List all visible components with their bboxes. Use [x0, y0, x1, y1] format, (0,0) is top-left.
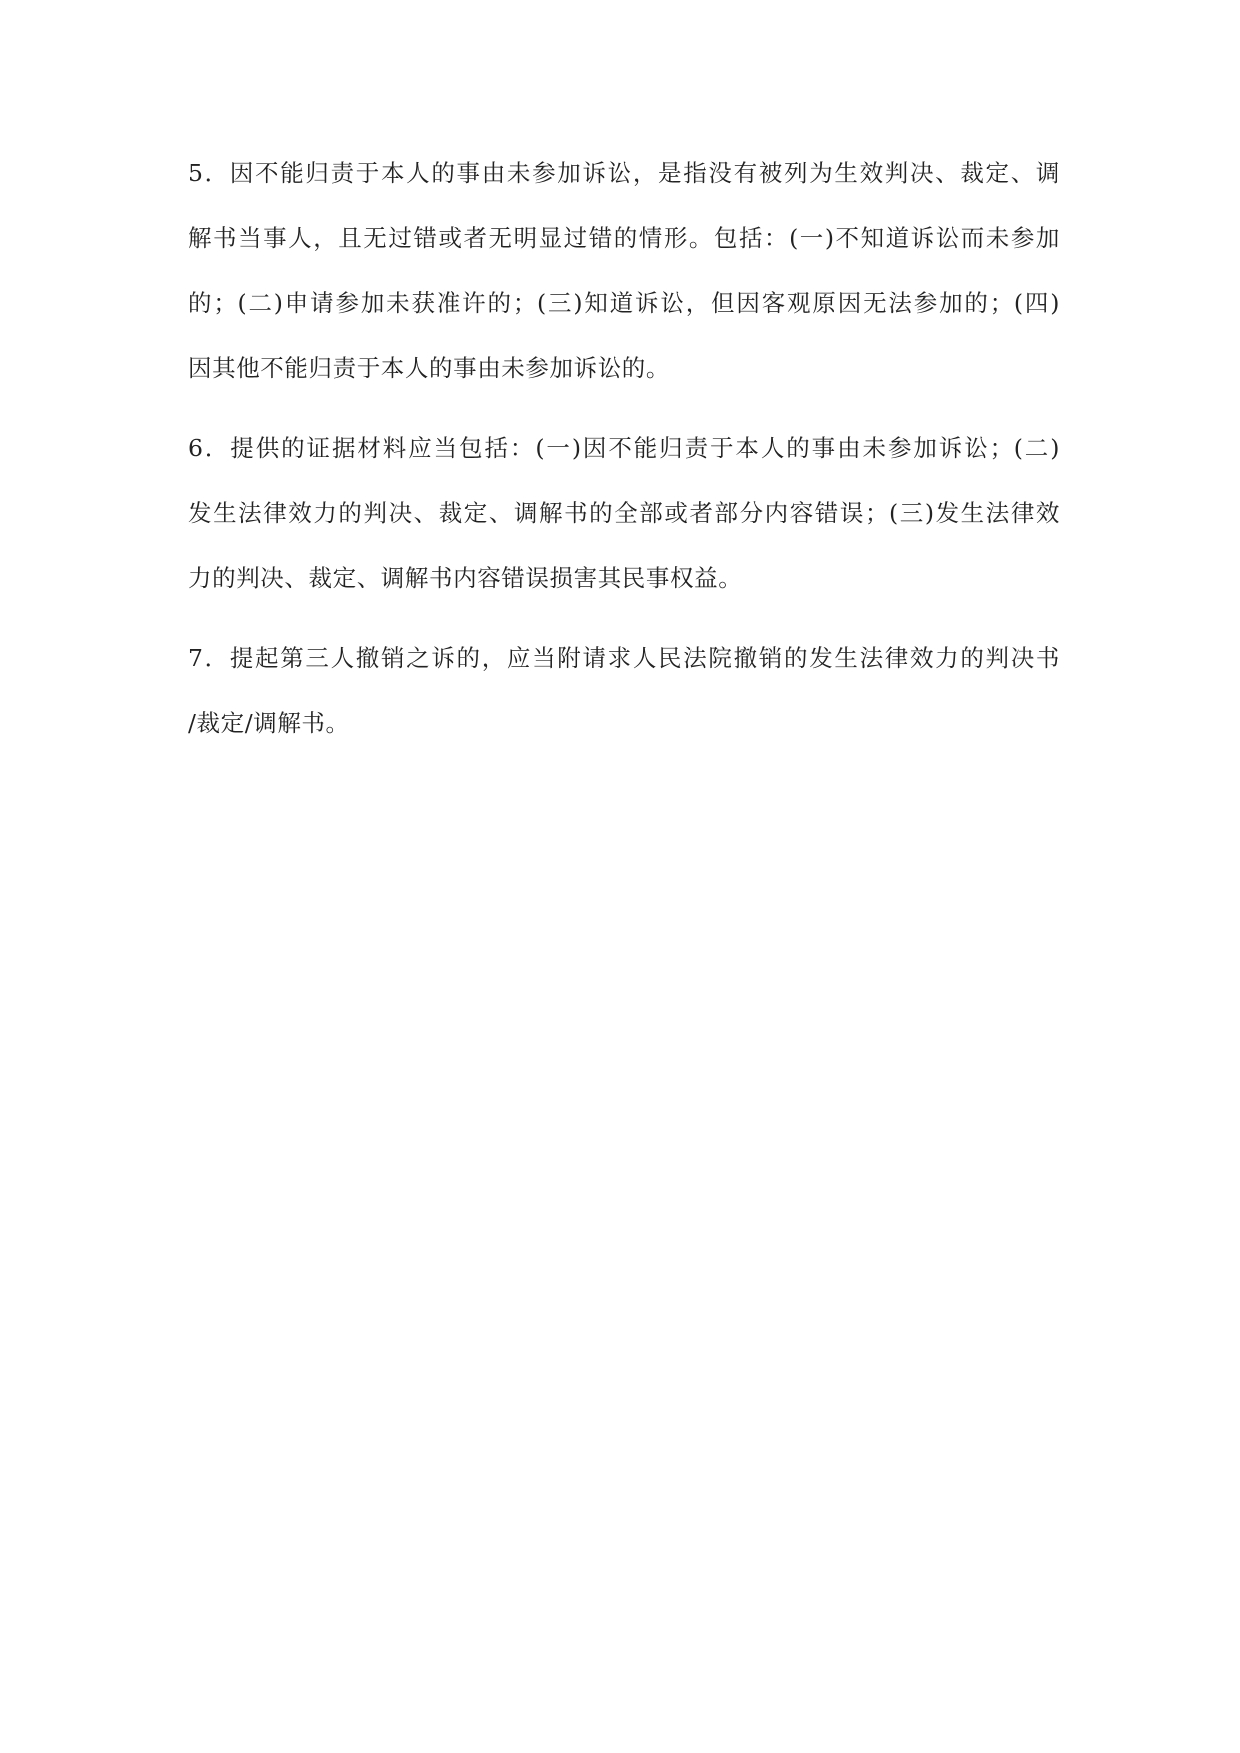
document-body [188, 158, 1060, 738]
text-line: 6．提供的证据材料应当包括：(一)因不能归责于本人的事由未参加诉讼；(二) [188, 434, 1060, 462]
paragraph-item-5 [188, 158, 1060, 383]
text-line: 5．因不能归责于本人的事由未参加诉讼，是指没有被列为生效判决、裁定、调 [188, 159, 1060, 187]
text-line: 解书当事人，且无过错或者无明显过错的情形。包括：(一)不知道诉讼而未参加 [188, 224, 1060, 252]
text-line: 因其他不能归责于本人的事由未参加诉讼的。 [188, 354, 670, 382]
text-line: 的；(二)申请参加未获准许的；(三)知道诉讼，但因客观原因无法参加的；(四) [188, 289, 1060, 317]
text-line: 7．提起第三人撤销之诉的，应当附请求人民法院撤销的发生法律效力的判决书 [188, 644, 1060, 672]
text-line: 力的判决、裁定、调解书内容错误损害其民事权益。 [188, 564, 743, 592]
paragraph-item-7 [188, 643, 1060, 738]
text-line: 发生法律效力的判决、裁定、调解书的全部或者部分内容错误；(三)发生法律效 [188, 499, 1060, 527]
paragraph-item-6 [188, 433, 1060, 593]
text-line: /裁定/调解书。 [188, 709, 350, 737]
